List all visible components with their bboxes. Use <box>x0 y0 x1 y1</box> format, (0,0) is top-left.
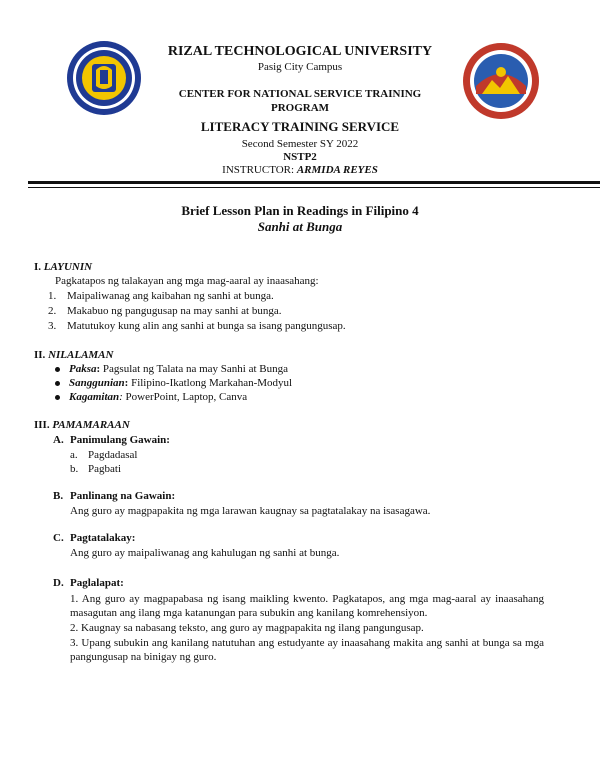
content-item-sep: : <box>119 391 126 403</box>
application-step-1: 1. Ang guro ay magpapabasa ng isang maikling kwento. Pagkatapos, ang mga mag-aaral ay inaasahang masagutan ang ilang mga katanungan para subukin ang kanilang komrehensiyon. <box>70 593 544 619</box>
content-item-text: PowerPoint, Laptop, Canva <box>125 391 248 403</box>
content-item <box>69 392 247 403</box>
program-name: LITERACY TRAINING SERVICE <box>200 119 400 134</box>
subsection-d-letter: D. <box>53 577 64 589</box>
objective-number: 2. <box>48 305 57 317</box>
activity-text: Pagdadasal <box>88 449 138 461</box>
header-rule-thick <box>28 181 600 184</box>
section-2-title: NILALAMAN <box>48 349 114 361</box>
content-item-text: Pagsulat ng Talata na may Sanhi at Bunga <box>102 363 288 375</box>
objective-text: Maipaliwanag ang kaibahan ng sanhi at bunga. <box>67 290 274 302</box>
content-item-label: Sanggunian <box>69 377 125 389</box>
bullet-icon <box>55 381 60 386</box>
bullet-icon <box>55 367 60 372</box>
subsection-b-letter: B. <box>53 490 64 502</box>
semester: Second Semester SY 2022 <box>241 138 359 150</box>
instructor-label: INSTRUCTOR: <box>222 164 297 176</box>
section-1-intro: Pagkatapos ng talakayan ang mga mag-aaral ay inaasahang: <box>55 275 319 287</box>
center-line-1: CENTER FOR NATIONAL SERVICE TRAINING <box>178 88 422 100</box>
objective-number: 1. <box>48 290 57 302</box>
instructor-name: ARMIDA REYES <box>296 164 378 176</box>
section-3-title: PAMAMARAAN <box>52 419 130 431</box>
bullet-icon <box>55 395 60 400</box>
campus-name: Pasig City Campus <box>257 61 343 73</box>
activity-letter: a. <box>70 449 78 461</box>
content-item-sep: : <box>96 363 103 375</box>
section-3-number: III. <box>34 419 53 431</box>
section-1-number: I. <box>34 261 44 273</box>
application-step-3: 3. Upang subukin ang kanilang natutuhan ang estudyante ay inaasahang makita ang sanhi at bunga sa mga pangungusap na binigay ng guro. <box>70 637 544 663</box>
course-code: NSTP2 <box>283 151 317 163</box>
content-item-text: Filipino-Ikatlong Markahan-Modyul <box>131 377 293 389</box>
objective-number: 3. <box>48 320 57 332</box>
content-item <box>69 364 288 375</box>
objective-text: Matutukoy kung alin ang sanhi at bunga sa isang pangungusap. <box>67 320 346 332</box>
activity-text: Pagbati <box>88 463 121 475</box>
instructor-line <box>0 165 600 176</box>
header-rule-thin <box>28 187 600 188</box>
subsection-a-letter: A. <box>53 434 64 446</box>
content-item <box>69 378 292 389</box>
content-item-label: Paksa <box>69 363 97 375</box>
section-1-heading <box>34 262 92 273</box>
university-name: RIZAL TECHNOLOGICAL UNIVERSITY <box>167 44 433 59</box>
lesson-plan-subtitle: Sanhi at Bunga <box>257 219 343 234</box>
subsection-c-title: Pagtatalakay: <box>70 532 136 544</box>
content-item-sep: : <box>124 377 132 389</box>
subsection-c-letter: C. <box>53 532 64 544</box>
objective-text: Makabuo ng pangugusap na may sanhi at bunga. <box>67 305 282 317</box>
section-2-number: II. <box>34 349 49 361</box>
content-item-label: Kagamitan <box>69 391 120 403</box>
section-3-heading <box>34 420 130 431</box>
lesson-plan-title: Brief Lesson Plan in Readings in Filipino 4 <box>181 203 419 218</box>
subsection-a-title: Panimulang Gawain: <box>70 434 170 446</box>
application-step-2: 2. Kaugnay sa nabasang teksto, ang guro ay magpapakita ng ilang pangungusap. <box>70 622 424 634</box>
section-1-title: LAYUNIN <box>43 261 93 273</box>
subsection-d-title: Paglalapat: <box>70 577 124 589</box>
subsection-c-text: Ang guro ay maipaliwanag ang kahulugan ng sanhi at bunga. <box>70 547 340 559</box>
subsection-b-text: Ang guro ay magpapakita ng mga larawan kaugnay sa pagtatalakay na isasagawa. <box>70 505 431 517</box>
section-2-heading <box>34 350 113 361</box>
center-line-2: PROGRAM <box>270 102 330 114</box>
activity-letter: b. <box>70 463 79 475</box>
subsection-b-title: Panlinang na Gawain: <box>70 490 176 502</box>
